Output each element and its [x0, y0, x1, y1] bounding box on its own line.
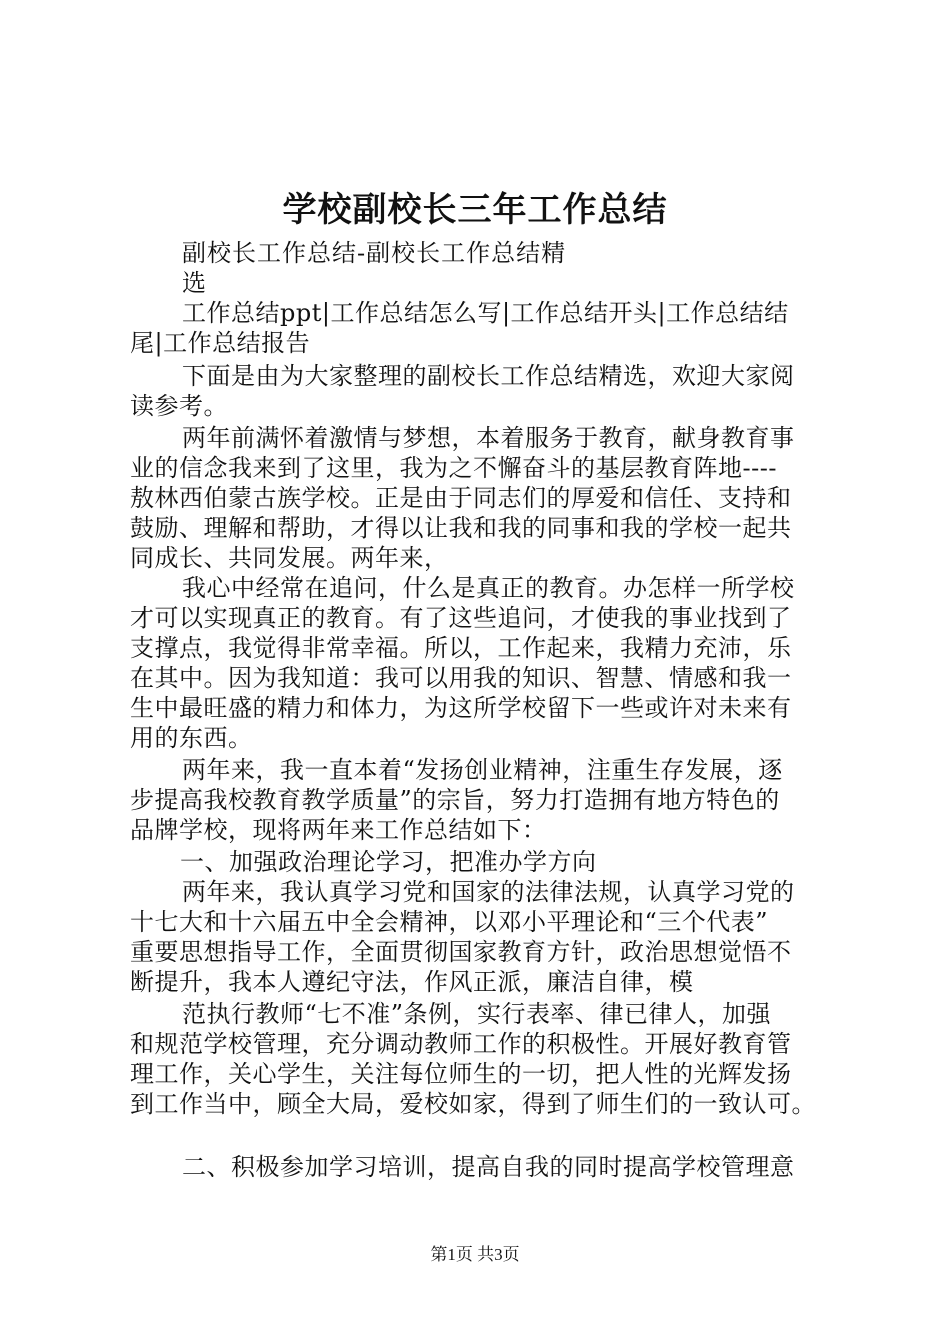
paragraph-line: 范执行教师“七不准”条例，实行表率、律已律人，加强 — [182, 1000, 772, 1028]
paragraph-line: 在其中。因为我知道：我可以用我的知识、智慧、情感和我一 — [130, 664, 792, 692]
paragraph-line: 下面是由为大家整理的副校长工作总结精选，欢迎大家阅 — [182, 362, 795, 390]
paragraph-line: 鼓励、理解和帮助，才得以让我和我的同事和我的学校一起共 — [130, 514, 792, 542]
page-number-footer: 第1页 共3页 — [430, 1245, 520, 1264]
document-title: 学校副校长三年工作总结 — [282, 190, 668, 230]
paragraph-line: 两年来，我一直本着“发扬创业精神，注重生存发展，逐 — [182, 756, 783, 784]
paragraph-line: 业的信念我来到了这里，我为之不懈奋斗的基层教育阵地---- — [130, 454, 777, 482]
paragraph-line: 同成长、共同发展。两年来， — [130, 544, 449, 572]
subtitle-line-2: 选 — [182, 269, 207, 297]
paragraph-line: 敖林西伯蒙古族学校。正是由于同志们的厚爱和信任、支持和 — [130, 484, 792, 512]
paragraph-line: 重要思想指导工作，全面贯彻国家教育方针，政治思想觉悟不 — [130, 938, 792, 966]
paragraph-line: 断提升，我本人遵纪守法，作风正派，廉洁自律，模 — [130, 968, 694, 996]
paragraph-line: 我心中经常在追问，什么是真正的教育。办怎样一所学校 — [182, 574, 795, 602]
paragraph-line: 品牌学校，现将两年来工作总结如下： — [130, 816, 547, 844]
section-heading: 一、加强政治理论学习，把准办学方向 — [180, 848, 597, 876]
paragraph-line: 两年来，我认真学习党和国家的法律法规，认真学习党的 — [182, 878, 795, 906]
paragraph-line: 生中最旺盛的精力和体力，为这所学校留下一些或许对未来有 — [130, 694, 792, 722]
paragraph-line: 才可以实现真正的教育。有了这些追问，才使我的事业找到了 — [130, 604, 792, 632]
paragraph-line: 支撑点，我觉得非常幸福。所以，工作起来，我精力充沛，乐 — [130, 634, 792, 662]
paragraph-line: 读参考。 — [130, 392, 228, 420]
paragraph-line: 和规范学校管理，充分调动教师工作的积极性。开展好教育管 — [130, 1030, 792, 1058]
paragraph-line: 两年前满怀着激情与梦想，本着服务于教育，献身教育事 — [182, 424, 795, 452]
paragraph-line: 理工作，关心学生，关注每位师生的一切，把人性的光辉发扬 — [130, 1060, 792, 1088]
links-line-1: 工作总结ppt|工作总结怎么写|工作总结开头|工作总结结 — [182, 299, 789, 327]
paragraph-line: 步提高我校教育教学质量”的宗旨，努力打造拥有地方特色的 — [130, 786, 780, 814]
paragraph-line: 用的东西。 — [130, 724, 253, 752]
paragraph-line: 到工作当中，顾全大局，爱校如家，得到了师生们的一致认可。 — [130, 1090, 816, 1118]
paragraph-line: 十七大和十六届五中全会精神，以邓小平理论和“三个代表” — [130, 908, 769, 936]
section-heading: 二、积极参加学习培训，提高自我的同时提高学校管理意 — [182, 1153, 795, 1181]
subtitle-line-1: 副校长工作总结-副校长工作总结精 — [182, 239, 567, 267]
links-line-2: 尾|工作总结报告 — [130, 329, 311, 357]
